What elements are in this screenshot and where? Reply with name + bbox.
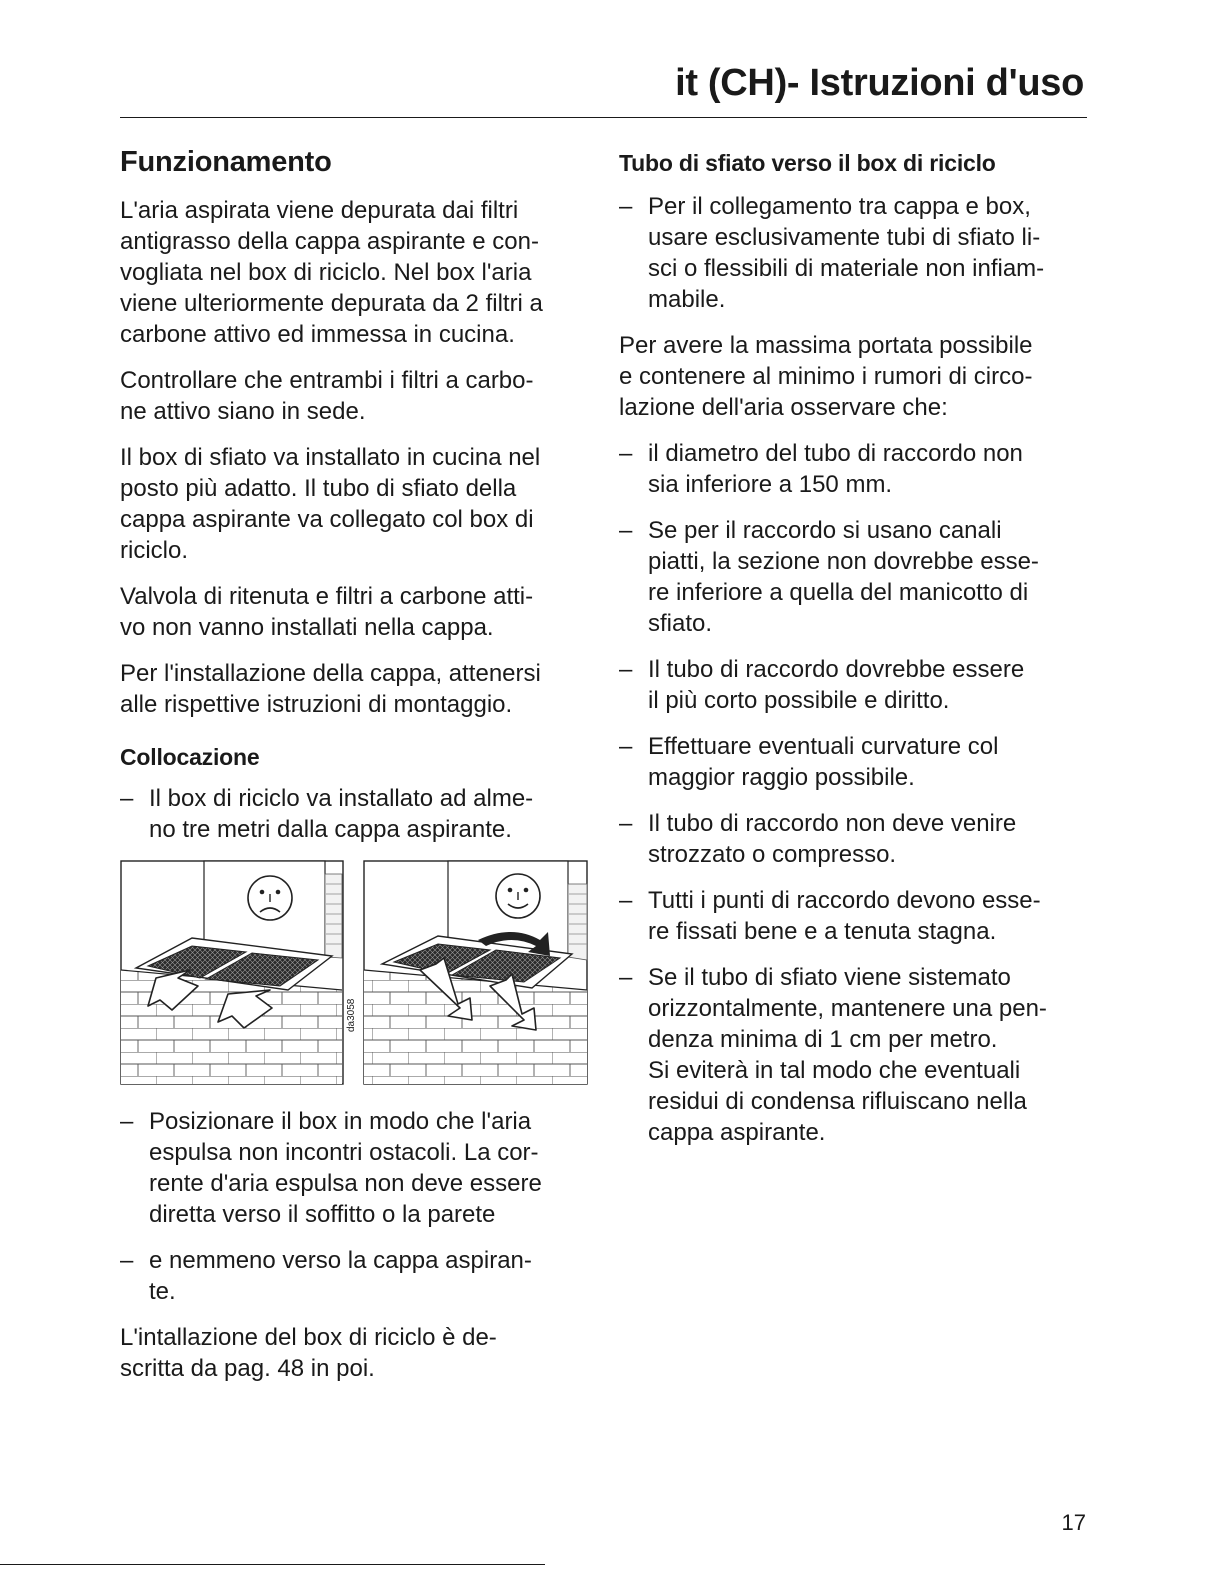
list-item: – e nemmeno verso la cappa aspiran- te. (120, 1245, 595, 1307)
paragraph: Valvola di ritenuta e filtri a carbone atti- vo non vanno installati nella cappa. (120, 583, 534, 641)
section-title-funzionamento: Funzionamento (120, 146, 332, 178)
list-item: – Il tubo di raccordo dovrebbe essere il più corto possibile e diritto. (619, 654, 1094, 716)
paragraph: Per avere la massima portata possibile e contenere al minimo i rumori di circo- lazione dell'aria osservare che: (619, 332, 1033, 421)
left-column (120, 140, 595, 1399)
list-item: – Tutti i punti di raccordo devono esse- re fissati bene e a tenuta stagna. (619, 885, 1094, 947)
header-divider (120, 117, 1087, 118)
list-item: – Per il collegamento tra cappa e box, usare esclusivamente tubi di sfiato li- sci o flessibili di materiale non infiam- mabile. (619, 191, 1094, 315)
list-item: – il diametro del tubo di raccordo non sia inferiore a 150 mm. (619, 438, 1094, 500)
list-item: – Il box di riciclo va installato ad alme- no tre metri dalla cappa aspirante. (120, 783, 595, 845)
correct-placement-panel (364, 861, 587, 1084)
subsection-title-tubo-sfiato: Tubo di sfiato verso il box di riciclo (619, 150, 996, 176)
installation-illustration (120, 860, 588, 1086)
figure-code: da3058 (346, 998, 357, 1032)
right-column (619, 140, 1094, 1163)
paragraph: Il box di sfiato va installato in cucina nel posto più adatto. Il tubo di sfiato della cappa aspirante va collegato col box di riciclo. (120, 444, 541, 564)
list-item: – Il tubo di raccordo non deve venire strozzato o compresso. (619, 808, 1094, 870)
list-item: – Se per il raccordo si usano canali piatti, la sezione non dovrebbe esse- re inferiore a quella del manicotto di sfiato. (619, 515, 1094, 639)
paragraph: Controllare che entrambi i filtri a carbo- ne attivo siano in sede. (120, 367, 534, 425)
page-number: 17 (1061, 1510, 1086, 1535)
list-item: – Se il tubo di sfiato viene sistemato orizzontalmente, mantenere una pen- denza minima di 1 cm per metro. Si eviterà in tal modo che eventuali residui di condensa rifluiscano nella cappa aspirante. (619, 962, 1094, 1148)
list-item: – Effettuare eventuali curvature col maggior raggio possibile. (619, 731, 1094, 793)
incorrect-placement-panel (121, 861, 343, 1084)
paragraph: Per l'installazione della cappa, attenersi alle rispettive istruzioni di montaggio. (120, 660, 541, 718)
paragraph: L'aria aspirata viene depurata dai filtri antigrasso della cappa aspirante e con- vogliata nel box di riciclo. Nel box l'aria viene ulteriormente depurata da 2 filtri a carbone attivo ed immessa in cucina. (120, 197, 543, 348)
page-header-title: it (CH)- Istruzioni d'uso (675, 62, 1084, 104)
recirculation-box-diagram (120, 860, 588, 1086)
footer-divider (0, 1564, 545, 1565)
list-item: – Posizionare il box in modo che l'aria espulsa non incontri ostacoli. La cor- rente d'aria espulsa non deve essere diretta verso il soffitto o la parete (120, 1106, 595, 1230)
subsection-title-collocazione: Collocazione (120, 744, 260, 770)
paragraph-reference: L'intallazione del box di riciclo è de- scritta da pag. 48 in poi. (120, 1324, 497, 1382)
